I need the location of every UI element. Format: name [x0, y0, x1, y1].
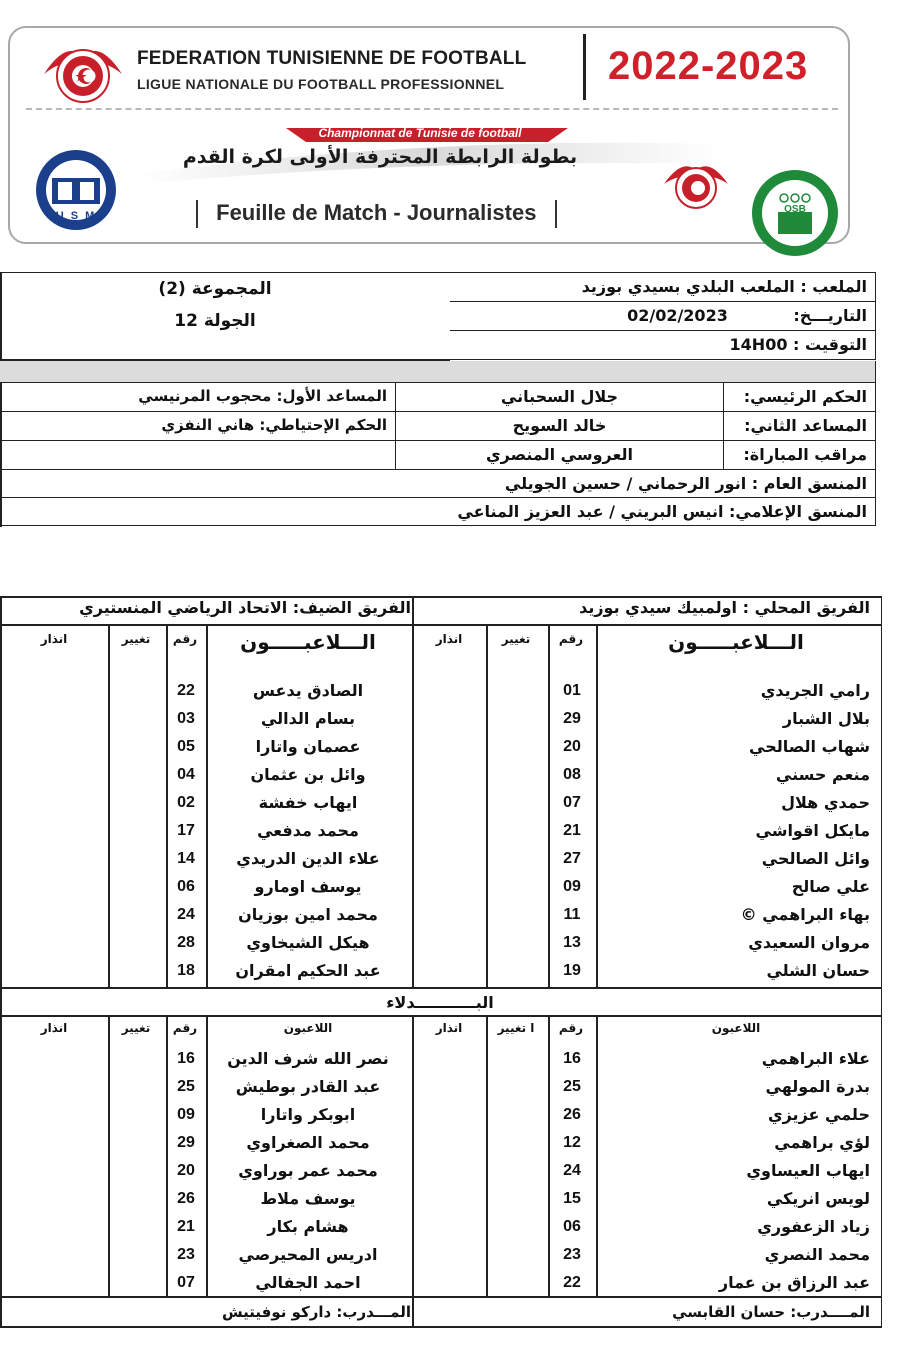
home-starter-player-number: 07: [563, 794, 581, 811]
stadium-cell: الملعب : الملعب البلدي بسيدي بوزيد: [450, 273, 876, 302]
table-right-border: [881, 596, 883, 1327]
assistant2-label: المساعد الثاني:: [724, 412, 876, 441]
home-starter-player-name: حمدي هلال: [781, 793, 870, 812]
away-sub-player-number: 25: [177, 1078, 195, 1095]
home-starter-player-name: شهاب الصالحي: [749, 737, 870, 756]
away-starter-player-name: بسام الدالي: [260, 709, 355, 728]
dashed-divider: [26, 108, 838, 110]
fourth-official: الحكم الإحتياطي: هاني النفزي: [0, 412, 396, 441]
home-col-line-2: [486, 624, 488, 988]
date-cell: [450, 302, 876, 331]
home-starter-player-name: مروان السعيدي: [748, 933, 870, 952]
away-subs-players-header: اللاعبون: [283, 1021, 333, 1035]
away-starter-player-number: 24: [177, 906, 195, 923]
away-coach: المـــدرب: داركو نوفيتيش: [221, 1303, 411, 1321]
coach-bottom-line: [0, 1326, 882, 1328]
away-sub-player-name: احمد الجفالي: [255, 1273, 361, 1292]
team-title-bottom-line: [0, 624, 882, 626]
away-col-line-2: [108, 624, 110, 988]
home-sub-player-name: علاء البراهمي: [761, 1049, 870, 1068]
home-subs-players-header: اللاعبون: [711, 1021, 761, 1035]
away-starter-player-name: يوسف اومارو: [254, 877, 362, 896]
away-starter-player-name: ايهاب خفشة: [258, 793, 358, 812]
federation-name: FEDERATION TUNISIENNE DE FOOTBALL: [137, 48, 527, 69]
usm-year: 1923: [64, 168, 88, 179]
subs-bottom-line: [0, 1296, 882, 1298]
home-sub-player-number: 12: [563, 1134, 581, 1151]
home-col-line-0: [596, 624, 598, 988]
home-sub-player-number: 15: [563, 1190, 581, 1207]
group-label: المجموعة (2): [158, 279, 272, 299]
round-label: الجولة 12: [174, 311, 256, 331]
away-starter-player-number: 18: [177, 962, 195, 979]
observer-empty: [0, 441, 396, 470]
home-sub-player-name: ايهاب العيساوي: [746, 1161, 870, 1180]
grey-separator: [0, 361, 876, 383]
assistant1: المساعد الأول: محجوب المرنيسي: [0, 383, 396, 412]
team-split-line-bottom: [412, 1015, 414, 1327]
home-sub-player-name: زياد الزعفوري: [757, 1217, 870, 1236]
home-sub-player-number: 24: [563, 1162, 581, 1179]
away-starter-player-name: عبد الحكيم امقران: [235, 961, 381, 980]
observer-name: العروسي المنصري: [396, 441, 724, 470]
away-sub-player-name: نصر الله شرف الدين: [227, 1049, 389, 1068]
row-stadium: [0, 273, 876, 302]
away-starter-player-number: 05: [177, 738, 195, 755]
home-sub-header: تغيير: [501, 632, 531, 646]
home-subs-num-header: رقم: [558, 1021, 584, 1035]
home-starter-player-number: 20: [563, 738, 581, 755]
away-sub-player-name: عبد القادر بوطيش: [235, 1077, 381, 1096]
title-bar-right: [555, 200, 557, 228]
away-subs-col-line-2: [108, 1015, 110, 1297]
home-starter-player-name: بهاء البراهمي ©: [740, 905, 870, 924]
row-assistant2: [0, 412, 876, 441]
home-sub-player-name: لؤي براهمي: [774, 1133, 870, 1152]
row-time: [0, 331, 876, 360]
away-starter-player-number: 14: [177, 850, 195, 867]
osb-logo: [750, 168, 840, 258]
header-divider: [583, 34, 586, 100]
referee-name: جلال السحباني: [396, 383, 724, 412]
away-starter-player-number: 06: [177, 878, 195, 895]
sheet-title: [196, 200, 656, 228]
home-coach: المــــدرب: حسان القابسي: [672, 1303, 870, 1321]
championship-ar: بطولة الرابطة المحترفة الأولى لكرة القدم: [182, 146, 578, 168]
away-sub-player-number: 07: [177, 1274, 195, 1291]
away-subs-sub-header: تغيير: [121, 1021, 151, 1035]
home-sub-player-name: عبد الرزاق بن عمار: [718, 1273, 870, 1292]
home-sub-player-number: 25: [563, 1078, 581, 1095]
home-sub-player-number: 22: [563, 1274, 581, 1291]
league-name: LIGUE NATIONALE DU FOOTBALL PROFESSIONNEL: [137, 76, 505, 92]
away-sub-player-number: 21: [177, 1218, 195, 1235]
season-label: 2022-2023: [608, 44, 809, 88]
away-num-header: رقم: [172, 632, 198, 646]
row-media-coord: [0, 498, 876, 526]
home-starter-player-number: 27: [563, 850, 581, 867]
home-starter-player-number: 19: [563, 962, 581, 979]
home-starter-player-number: 01: [563, 682, 581, 699]
away-sub-player-number: 20: [177, 1162, 195, 1179]
away-sub-player-number: 16: [177, 1050, 195, 1067]
sheet-title-text: Feuille de Match - Journalistes: [216, 200, 537, 225]
home-sub-player-name: محمد النصري: [764, 1245, 870, 1264]
row-date: [0, 302, 876, 331]
time-value: 14H00: [729, 335, 788, 354]
away-sub-player-name: ادريس المحيرصي: [238, 1245, 378, 1264]
home-sub-player-number: 26: [563, 1106, 581, 1123]
date-value: 02/02/2023: [627, 306, 728, 325]
away-starter-player-number: 02: [177, 794, 195, 811]
away-starter-player-number: 28: [177, 934, 195, 951]
away-subs-num-header: رقم: [172, 1021, 198, 1035]
home-starter-player-name: وائل الصالحي: [761, 849, 870, 868]
ftf-logo-icon: [36, 34, 130, 106]
starters-bottom-line: [0, 987, 882, 989]
home-starter-player-name: منعم حسني: [775, 765, 870, 784]
home-sub-player-number: 23: [563, 1246, 581, 1263]
usm-letters: U S M: [55, 210, 97, 222]
home-sub-player-name: لويس انريكي: [766, 1189, 870, 1208]
championship-fr: Championnat de Tunisie de football: [318, 126, 522, 140]
home-sub-player-number: 06: [563, 1218, 581, 1235]
away-players-header: الـــلاعبـــــون: [240, 630, 376, 654]
home-starter-player-name: حسان الشلي: [766, 961, 870, 980]
home-starter-player-name: مايكل اقواشي: [755, 821, 870, 840]
home-subs-col-line-2: [486, 1015, 488, 1297]
table-left-border: [0, 596, 2, 1327]
away-starter-player-number: 04: [177, 766, 195, 783]
row-observer: [0, 441, 876, 470]
subs-title-bottom-line: [0, 1015, 882, 1017]
general-coordinator: المنسق العام : انور الرحماني / حسين الجويلي: [0, 470, 876, 498]
home-starter-player-number: 08: [563, 766, 581, 783]
away-starter-player-name: علاء الدين الدريدي: [236, 849, 380, 868]
away-starter-player-name: محمد مدفعي: [257, 821, 359, 840]
away-starter-player-name: محمد امين بوزيان: [238, 905, 378, 924]
away-sub-player-number: 29: [177, 1134, 195, 1151]
away-starter-player-name: عصمان واتارا: [255, 737, 361, 756]
home-subs-col-line-0: [596, 1015, 598, 1297]
away-subs-col-line-0: [206, 1015, 208, 1297]
home-num-header: رقم: [558, 632, 584, 646]
assistant2-name: خالد السويح: [396, 412, 724, 441]
away-starter-player-name: الصادق يدعس: [252, 681, 364, 700]
home-starter-player-number: 11: [563, 906, 581, 923]
table-top-line: [0, 596, 882, 598]
away-sub-player-number: 26: [177, 1190, 195, 1207]
match-info-grid: [0, 272, 876, 521]
home-starter-player-name: رامي الجريدي: [760, 681, 870, 700]
row-referee: [0, 383, 876, 412]
away-sub-player-name: هشام بكار: [267, 1217, 349, 1236]
away-starter-player-number: 03: [177, 710, 195, 727]
referee-label: الحكم الرئيسي:: [724, 383, 876, 412]
home-subs-warn-header: انذار: [435, 1021, 463, 1035]
away-col-line-0: [206, 624, 208, 988]
away-starter-player-name: وائل بن عثمان: [250, 765, 366, 784]
home-sub-player-name: بدرة المولهي: [765, 1077, 870, 1096]
away-starter-player-name: هيكل الشيخاوي: [246, 933, 370, 952]
away-sub-player-name: ابوبكر واتارا: [260, 1105, 356, 1124]
media-coordinator: المنسق الإعلامي: انيس البريني / عبد العزيز المناعي: [0, 498, 876, 526]
header-card: [8, 26, 850, 244]
away-team-title: الفريق الضيف: الاتحاد الرياضي المنستيري: [79, 598, 411, 617]
home-team-title: الفريق المحلي : اولمبيك سيدي بوزيد: [579, 598, 870, 617]
home-starter-player-name: بلال الشبار: [782, 709, 870, 728]
away-sub-player-name: محمد عمر بوراوي: [238, 1161, 378, 1180]
away-sub-header: تغيير: [121, 632, 151, 646]
away-sub-player-name: محمد الصغراوي: [246, 1133, 370, 1152]
home-sub-player-number: 16: [563, 1050, 581, 1067]
away-subs-warn-header: انذار: [40, 1021, 68, 1035]
date-label: التاريـــخ:: [793, 306, 867, 325]
away-sub-player-number: 09: [177, 1106, 195, 1123]
home-warn-header: انذار: [435, 632, 463, 646]
title-bar-left: [196, 200, 198, 228]
away-sub-player-number: 23: [177, 1246, 195, 1263]
osb-letters: OSB: [784, 204, 806, 215]
home-starter-player-number: 21: [563, 822, 581, 839]
home-starter-player-number: 29: [563, 710, 581, 727]
home-starter-player-name: علي صالح: [791, 877, 870, 896]
ftf-small-logo-icon: [660, 154, 732, 212]
home-starter-player-number: 09: [563, 878, 581, 895]
away-starter-player-number: 22: [177, 682, 195, 699]
time-label: التوقيت :: [793, 335, 867, 354]
away-warn-header: انذار: [40, 632, 68, 646]
home-sub-player-name: حلمي عزيزي: [767, 1105, 870, 1124]
observer-label: مراقب المباراة:: [724, 441, 876, 470]
time-cell: [450, 331, 876, 360]
row-general-coord: [0, 470, 876, 498]
team-split-line-top: [412, 596, 414, 988]
home-players-header: الـــلاعبـــــون: [668, 630, 804, 654]
home-subs-sub-header: ا تغيير: [497, 1021, 535, 1035]
home-starter-player-number: 13: [563, 934, 581, 951]
subs-section-title: البـــــــــــدلاء: [386, 993, 494, 1012]
away-starter-player-number: 17: [177, 822, 195, 839]
away-sub-player-name: يوسف ملاط: [260, 1189, 356, 1208]
usm-logo: [34, 148, 118, 232]
